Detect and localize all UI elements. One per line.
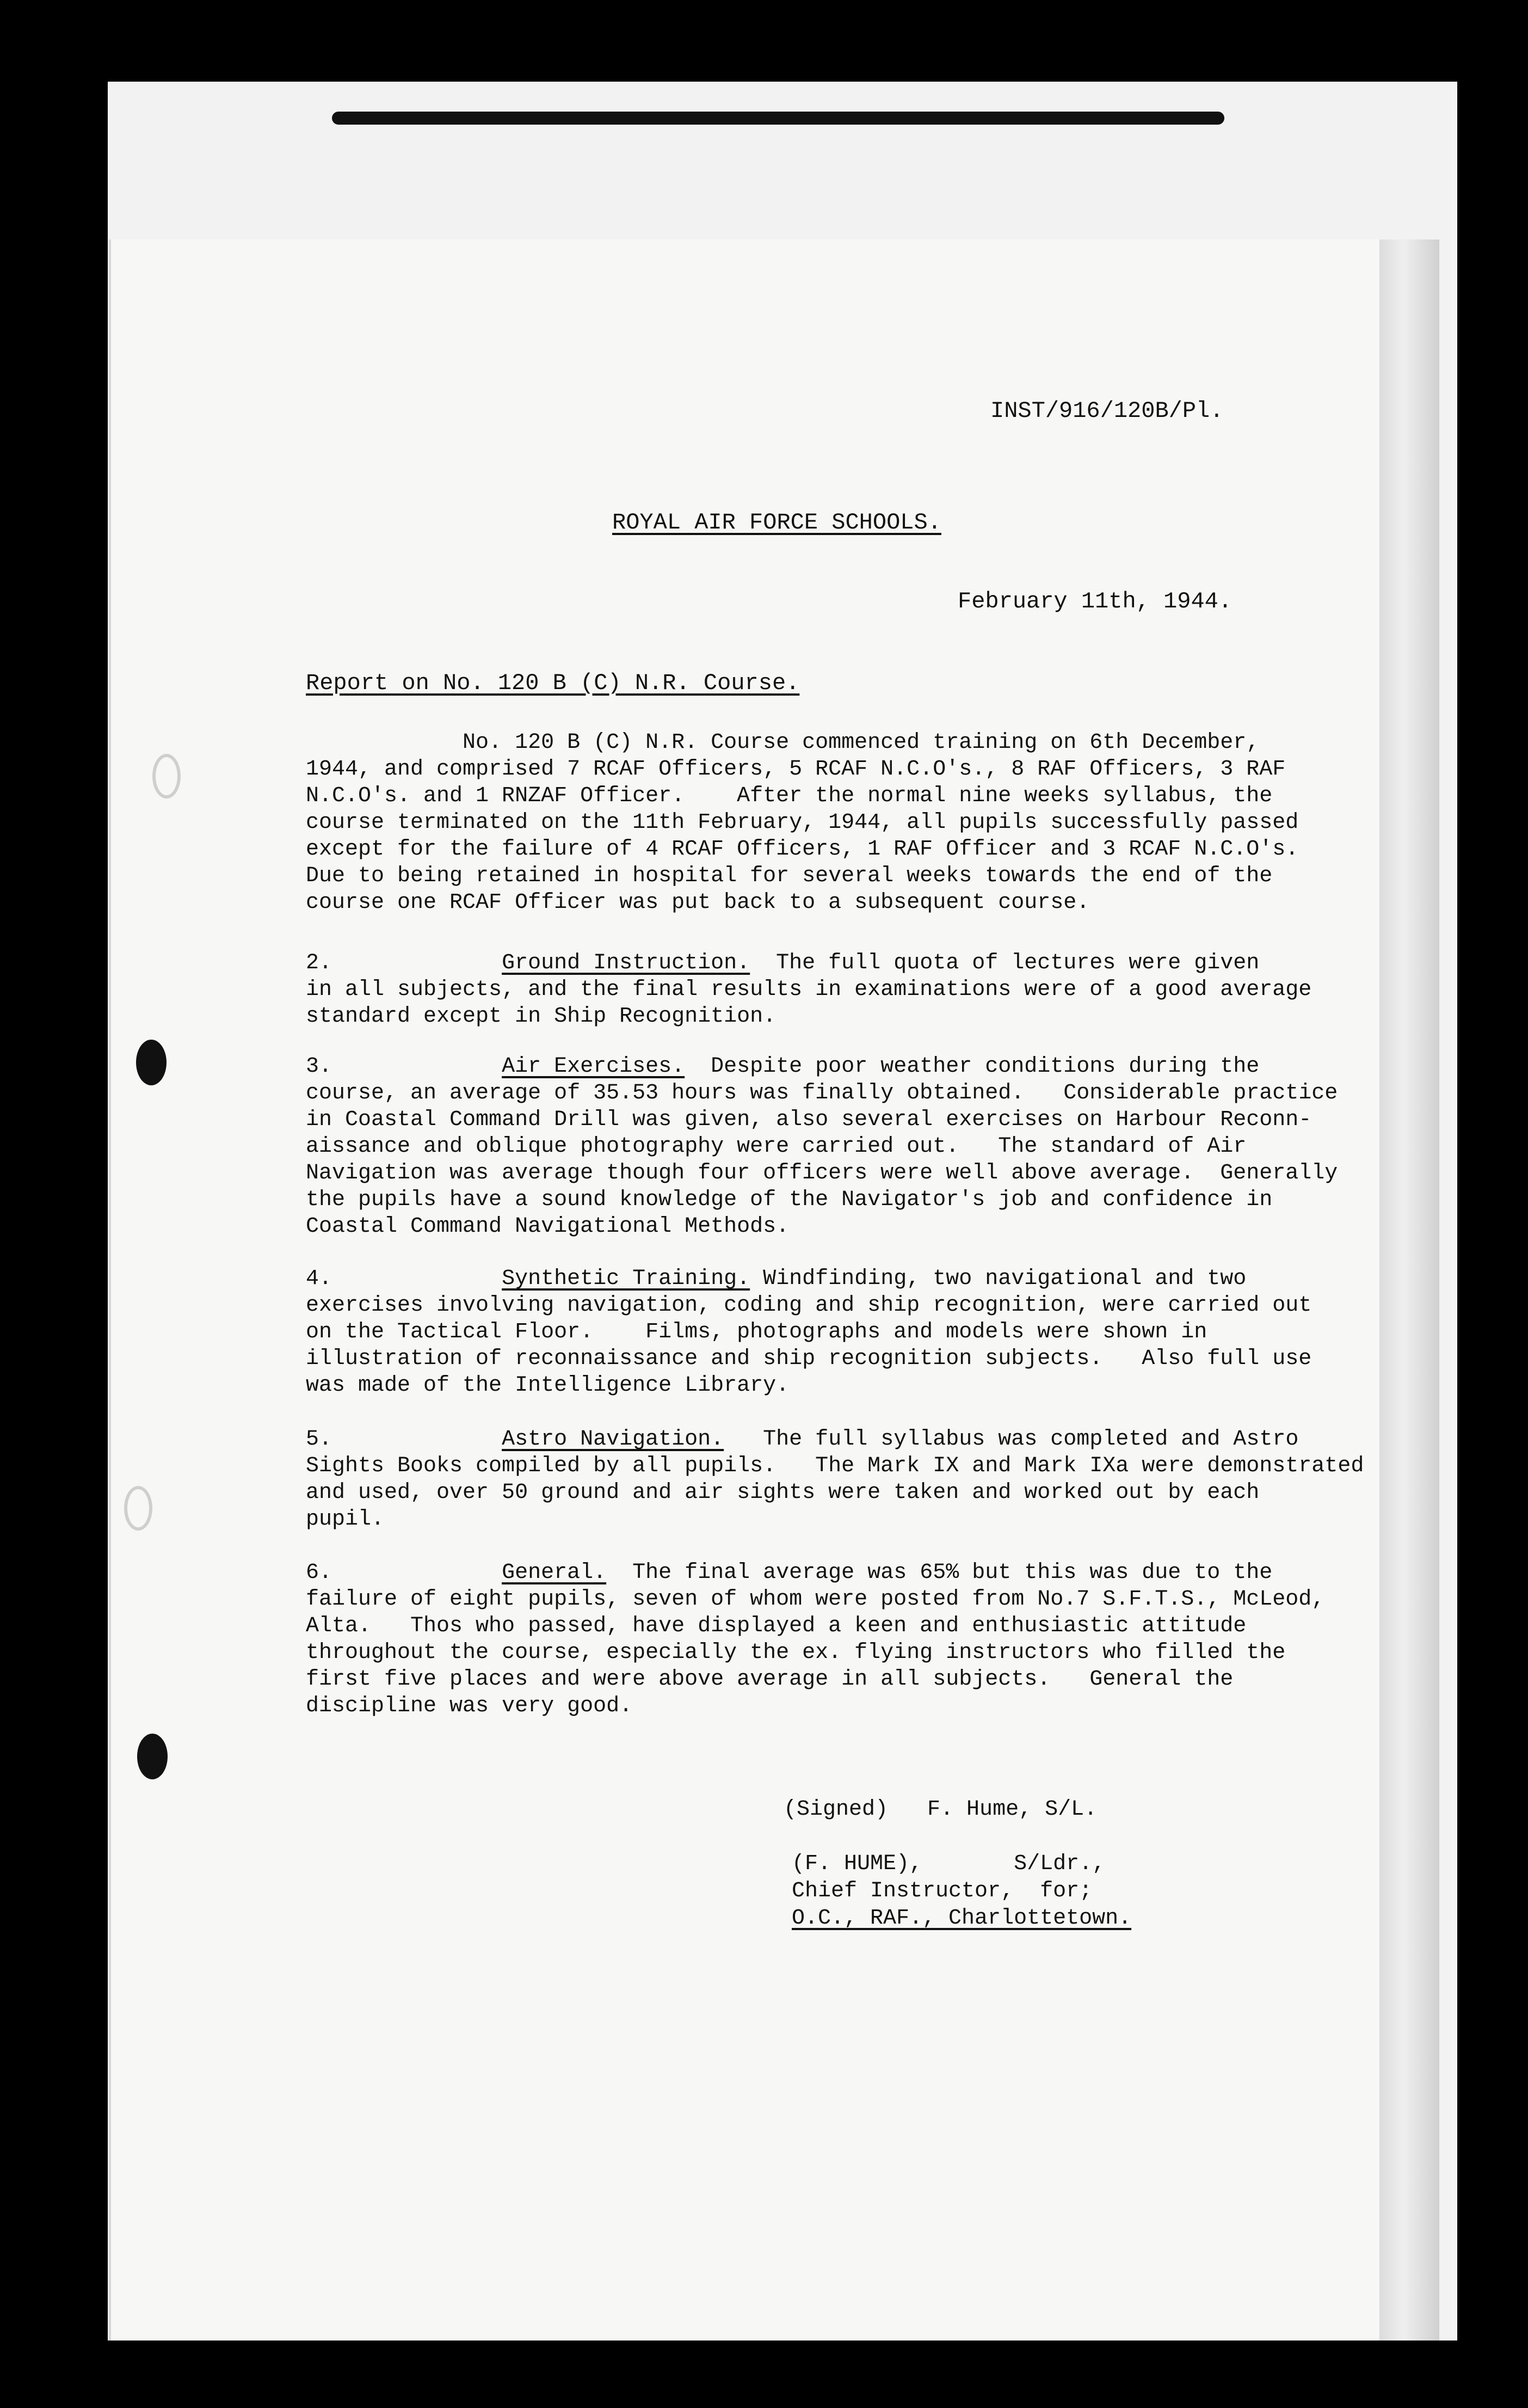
text-line: The full quota of lectures were given bbox=[750, 951, 1260, 975]
reference-number: INST/916/120B/Pl. bbox=[990, 398, 1224, 424]
page-fold-shadow bbox=[1379, 239, 1439, 2341]
text-line: in Coastal Command Drill was given, also several exercises on Harbour Reconn- bbox=[306, 1108, 1312, 1132]
signatory-name: (F. HUME), S/Ldr., bbox=[792, 1852, 1106, 1876]
punch-hole-icon bbox=[124, 1486, 152, 1531]
report-title: Report on No. 120 B (C) N.R. Course. bbox=[306, 670, 800, 696]
paragraph-number: 2. bbox=[306, 951, 332, 975]
paragraph-1 bbox=[306, 729, 1383, 916]
paragraph-2 bbox=[306, 950, 1383, 1030]
section-title: Ground Instruction. bbox=[502, 951, 750, 975]
text-line: discipline was very good. bbox=[306, 1694, 633, 1718]
section-title: Astro Navigation. bbox=[502, 1427, 724, 1452]
text-line: N.C.O's. and 1 RNZAF Officer. After the normal nine weeks syllabus, the bbox=[306, 784, 1273, 808]
signed-line: (Signed) F. Hume, S/L. bbox=[784, 1797, 1098, 1822]
text-line: Coastal Command Navigational Methods. bbox=[306, 1214, 790, 1239]
paragraph-number: 4. bbox=[306, 1267, 332, 1291]
text-line: Despite poor weather conditions during the bbox=[685, 1054, 1260, 1079]
text-line: the pupils have a sound knowledge of the Navigator's job and confidence in bbox=[306, 1188, 1273, 1212]
text-line: except for the failure of 4 RCAF Officers, 1 RAF Officer and 3 RCAF N.C.O's. bbox=[306, 837, 1299, 862]
text-line: course one RCAF Officer was put back to a subsequent course. bbox=[306, 890, 1090, 915]
text-line: course terminated on the 11th February, 1944, all pupils successfully passed bbox=[306, 810, 1299, 835]
signatory-role: Chief Instructor, for; bbox=[792, 1879, 1093, 1903]
text-line: on the Tactical Floor. Films, photographs and models were shown in bbox=[306, 1320, 1207, 1344]
text-line: pupil. bbox=[306, 1507, 385, 1532]
text-line: Due to being retained in hospital for several weeks towards the end of the bbox=[306, 864, 1273, 888]
text-line: Navigation was average though four officers were well above average. Generally bbox=[306, 1161, 1338, 1185]
signatory-unit: O.C., RAF., Charlottetown. bbox=[792, 1906, 1132, 1931]
section-title: General. bbox=[502, 1561, 607, 1585]
paragraph-number: 3. bbox=[306, 1054, 332, 1079]
document-heading: ROYAL AIR FORCE SCHOOLS. bbox=[612, 509, 941, 536]
section-title: Synthetic Training. bbox=[502, 1267, 750, 1291]
text-line: exercises involving navigation, coding and ship recognition, were carried out bbox=[306, 1293, 1312, 1318]
text-line: aissance and oblique photography were carried out. The standard of Air bbox=[306, 1134, 1247, 1159]
text-line: 1944, and comprised 7 RCAF Officers, 5 RCAF N.C.O's., 8 RAF Officers, 3 RAF bbox=[306, 757, 1286, 782]
text-line: in all subjects, and the final results in examinations were of a good average bbox=[306, 978, 1312, 1002]
paragraph-3 bbox=[306, 1053, 1383, 1240]
punch-hole-icon bbox=[136, 1040, 167, 1085]
punch-hole-icon bbox=[137, 1734, 168, 1779]
text-line: course, an average of 35.53 hours was finally obtained. Considerable practice bbox=[306, 1081, 1338, 1105]
paragraph-number: 5. bbox=[306, 1427, 332, 1452]
section-title: Air Exercises. bbox=[502, 1054, 685, 1079]
paragraph-5 bbox=[306, 1426, 1383, 1533]
text-line: The final average was 65% but this was due to the bbox=[606, 1561, 1273, 1585]
text-line: The full syllabus was completed and Astro bbox=[724, 1427, 1299, 1452]
text-line: illustration of reconnaissance and ship recognition subjects. Also full use bbox=[306, 1347, 1312, 1371]
text-line: No. 120 B (C) N.R. Course commenced training on 6th December, bbox=[306, 730, 1260, 755]
paragraph-6 bbox=[306, 1559, 1383, 1719]
paragraph-4 bbox=[306, 1266, 1383, 1399]
text-line: throughout the course, especially the ex. flying instructors who filled the bbox=[306, 1641, 1286, 1665]
text-line: failure of eight pupils, seven of whom were posted from No.7 S.F.T.S., McLeod, bbox=[306, 1587, 1325, 1612]
text-line: Windfinding, two navigational and two bbox=[750, 1267, 1247, 1291]
text-line: and used, over 50 ground and air sights were taken and worked out by each bbox=[306, 1481, 1260, 1505]
document-date: February 11th, 1944. bbox=[958, 588, 1233, 615]
punch-hole-icon bbox=[152, 754, 181, 798]
text-line: was made of the Intelligence Library. bbox=[306, 1373, 790, 1398]
text-line: Sights Books compiled by all pupils. The Mark IX and Mark IXa were demonstrated bbox=[306, 1454, 1364, 1478]
paragraph-number: 6. bbox=[306, 1561, 332, 1585]
text-line: first five places and were above average in all subjects. General the bbox=[306, 1667, 1234, 1692]
text-line: Alta. Thos who passed, have displayed a keen and enthusiastic attitude bbox=[306, 1614, 1247, 1638]
text-line: standard except in Ship Recognition. bbox=[306, 1004, 777, 1029]
page-edge-rule bbox=[332, 112, 1224, 125]
